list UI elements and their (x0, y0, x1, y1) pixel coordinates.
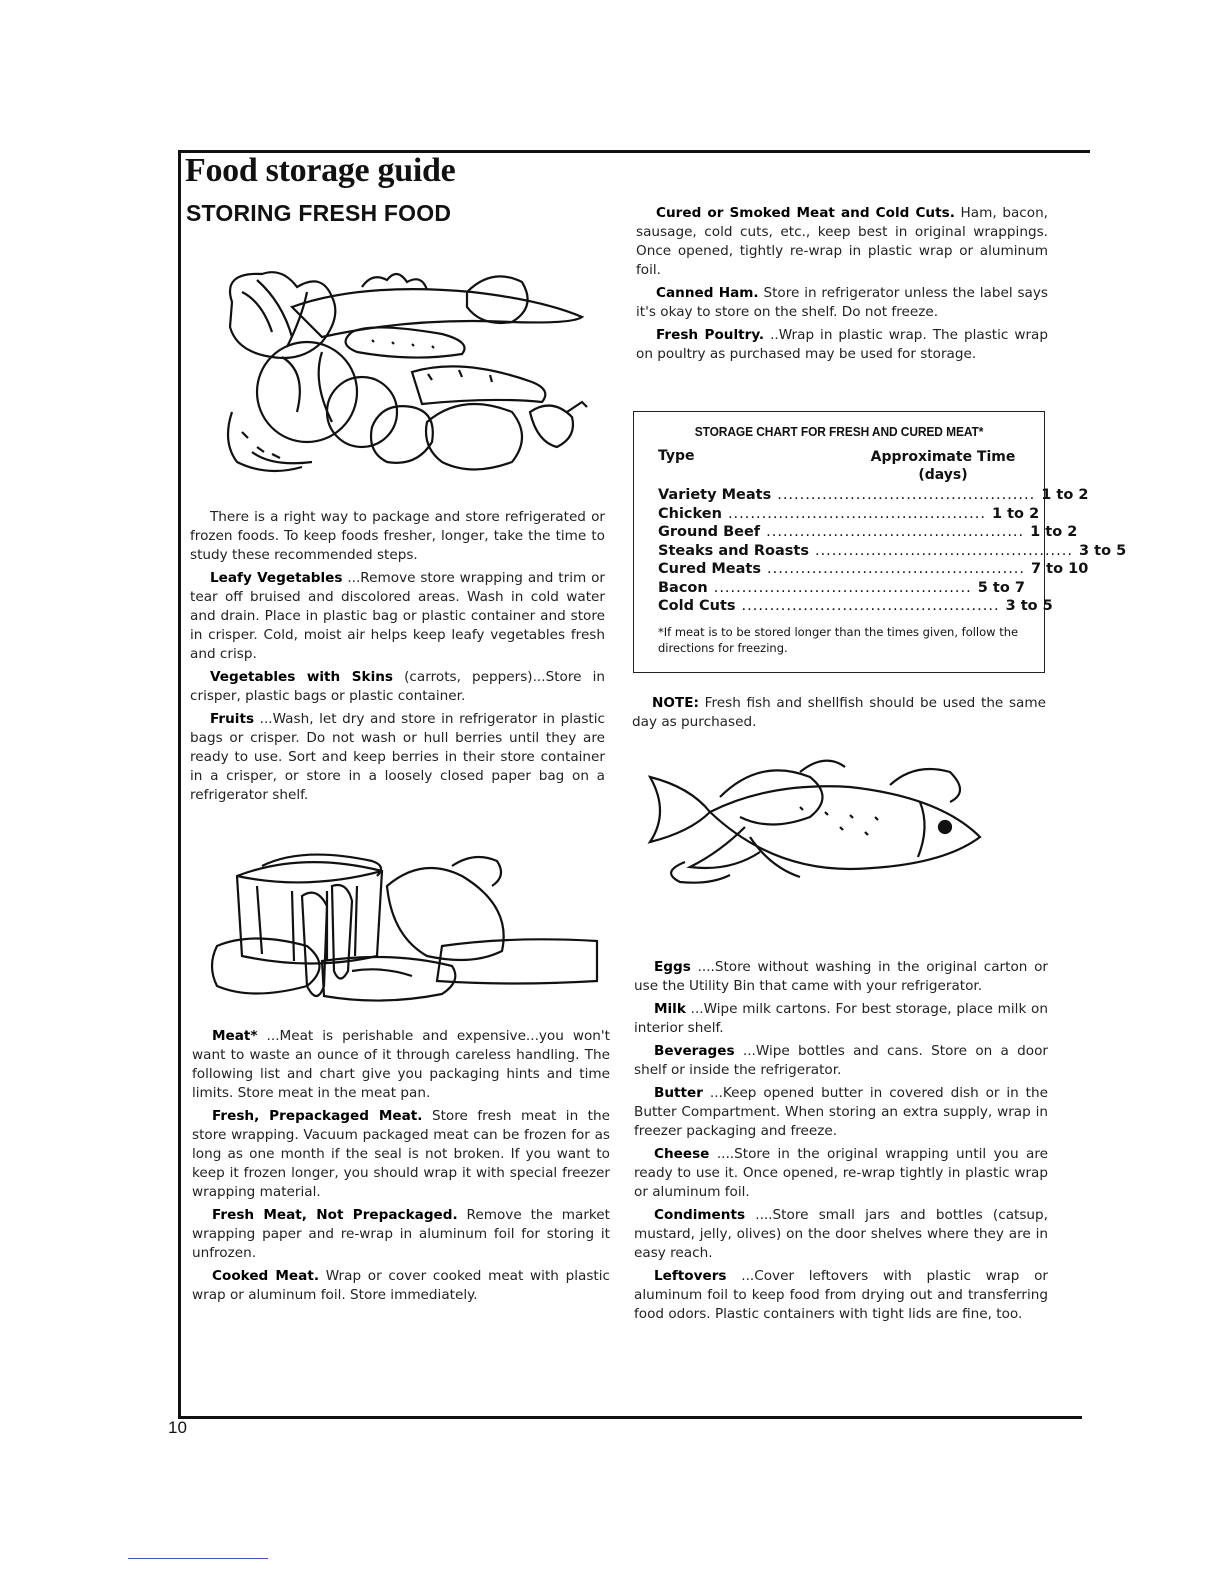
vegetables-skins-label: Vegetables with Skins (210, 669, 394, 685)
fish-illustration (650, 757, 1000, 892)
right-column-dairy (634, 958, 1048, 1328)
chart-header-type: Type (658, 448, 695, 464)
canned-ham-label: Canned Ham. (656, 285, 759, 301)
chart-row (658, 560, 1089, 579)
cheese-text: ....Store in the original wrapping until you are ready to use it. Once opened, re-wrap tightly in plastic wrap or aluminum foil. (634, 1146, 1048, 1200)
cured-meat-text: Ham, bacon, sausage, cold cuts, etc., keep best in original wrappings. Once opened, tightly re-wrap in plastic wrap or aluminum foil. (636, 205, 1048, 278)
chart-row-days: 3 to 5 (1005, 598, 1053, 614)
fresh-poultry-label: Fresh Poultry. (656, 327, 765, 343)
note-paragraph (632, 694, 1046, 732)
chart-row-leader: .............................................. (741, 598, 1000, 614)
condiments-paragraph (634, 1206, 1048, 1263)
fruits-label: Fruits (210, 711, 255, 727)
vegetables-illustration (212, 262, 592, 482)
beverages-paragraph (634, 1042, 1048, 1080)
beverages-text: ...Wipe bottles and cans. Store on a door shelf or inside the refrigerator. (634, 1043, 1049, 1078)
chart-row-leader: .............................................. (727, 505, 986, 522)
leftovers-text: ...Cover leftovers with plastic wrap or aluminum foil to keep food from drying out and transferring food odors. Plastic containers with tight lids are fine, too. (634, 1268, 1048, 1322)
prepackaged-text: Store fresh meat in the store wrapping. Vacuum packaged meat can be frozen for as long as one month if the seal is not broken. If you want to keep it frozen longer, you should wrap it with special freezer wrapping material. (192, 1108, 610, 1200)
page-number: 10 (168, 1418, 187, 1437)
leftovers-label: Leftovers (654, 1268, 727, 1284)
chart-footnote: *If meat is to be stored longer than the times given, follow the directions for freezing. (658, 625, 1019, 655)
chart-row-type: Steaks and Roasts (658, 542, 809, 559)
fresh-poultry-paragraph (636, 326, 1048, 364)
beverages-label: Beverages (654, 1043, 735, 1059)
chart-row (658, 542, 1127, 561)
canned-ham-paragraph (636, 284, 1048, 322)
chart-row-type: Variety Meats (658, 487, 772, 503)
cured-meat-label: Cured or Smoked Meat and Cold Cuts. (656, 205, 955, 221)
butter-paragraph (634, 1084, 1048, 1141)
right-column-cured (636, 204, 1048, 368)
fresh-poultry-text: ..Wrap in plastic wrap. The plastic wrap on poultry as purchased may be used for storage. (636, 327, 1048, 362)
eggs-paragraph (634, 958, 1048, 996)
intro-paragraph: There is a right way to package and store refrigerated or frozen foods. To keep foods fresher, longer, take the time to study these recommended steps. (190, 509, 605, 563)
meat-paragraph (192, 1027, 610, 1103)
vegetables-skins-paragraph (190, 668, 605, 706)
not-prepackaged-paragraph (192, 1206, 610, 1263)
chart-row (658, 486, 1089, 505)
fruits-text: ...Wash, let dry and store in refrigerator in plastic bags or crisper. Do not wash or hull berries until they are ready to use. Sort and keep berries in their store container in a crisper, or store in a loosely closed paper bag on a refrigerator shelf. (190, 711, 606, 803)
section-subtitle: STORING FRESH FOOD (186, 200, 452, 226)
page-title: Food storage guide (185, 152, 456, 189)
storage-chart (633, 411, 1127, 673)
butter-text: ...Keep opened butter in covered dish or in the Butter Compartment. When storing an extra supply, wrap in freezer packaging and freeze. (634, 1085, 1048, 1139)
leafy-vegetables-label: Leafy Vegetables (210, 570, 343, 586)
chart-header-time: Approximate Time (days) (870, 449, 1016, 483)
cooked-meat-text: Wrap or cover cooked meat with plastic wrap or aluminum foil. Store immediately. (192, 1268, 610, 1303)
cured-meat-paragraph (636, 204, 1048, 280)
not-prepackaged-label: Fresh Meat, Not Prepackaged. (212, 1207, 458, 1223)
chart-row-leader: .............................................. (713, 579, 972, 596)
cooked-meat-paragraph (192, 1267, 610, 1305)
left-column-meat (192, 1027, 610, 1309)
chart-row-type: Cold Cuts (658, 598, 736, 614)
cheese-label: Cheese (654, 1146, 710, 1162)
chart-row-leader: .............................................. (777, 487, 1036, 503)
chart-rows (658, 486, 1127, 616)
vegetables-skins-text: (carrots, peppers)...Store in crisper, plastic bags or plastic container. (190, 669, 606, 704)
chart-row-days: 7 to 10 (1031, 561, 1089, 577)
bottom-rule (178, 1416, 1082, 1419)
chart-row-days: 1 to 2 (1030, 524, 1078, 540)
butter-label: Butter (654, 1085, 703, 1101)
chart-row-leader: .............................................. (767, 561, 1026, 577)
meat-illustration (212, 846, 607, 1016)
not-prepackaged-text: Remove the market wrapping paper and re-wrap in aluminum foil for storing it unfrozen. (192, 1207, 611, 1261)
meat-text: ...Meat is perishable and expensive...you won't want to waste an ounce of it through careless handling. The following list and chart give you packaging hints and time limits. Store meat in the meat pan. (192, 1028, 610, 1101)
chart-row (658, 579, 1024, 598)
chart-row-type: Ground Beef (658, 524, 761, 540)
storage-chart-title: STORAGE CHART FOR FRESH AND CURED MEAT* (694, 424, 984, 439)
milk-paragraph (634, 1000, 1048, 1038)
cooked-meat-label: Cooked Meat. (212, 1268, 319, 1284)
prepackaged-label: Fresh, Prepackaged Meat. (212, 1108, 423, 1124)
condiments-label: Condiments (654, 1207, 746, 1223)
chart-row-days: 1 to 2 (991, 505, 1040, 522)
left-rule (178, 150, 181, 1418)
condiments-text: ....Store small jars and bottles (catsup, mustard, jelly, olives) on the door shelves where they are in easy reach. (634, 1207, 1048, 1261)
milk-text: ...Wipe milk cartons. For best storage, place milk on interior shelf. (634, 1001, 1048, 1036)
note-text: Fresh fish and shellfish should be used the same day as purchased. (632, 695, 1046, 730)
milk-label: Milk (654, 1001, 686, 1017)
eggs-text: ....Store without washing in the original carton or use the Utility Bin that came with your refrigerator. (634, 959, 1048, 994)
leafy-vegetables-text: ...Remove store wrapping and trim or tear off bruised and discolored areas. Wash in cold water and drain. Place in plastic bag or plastic container and store in crisper. Cold, moist air helps keep leafy vegetables fresh and crisp. (190, 570, 605, 662)
leafy-vegetables-paragraph (190, 569, 605, 664)
chart-row (658, 597, 1053, 616)
chart-row-days: 3 to 5 (1079, 542, 1127, 559)
canned-ham-text: Store in refrigerator unless the label says it's okay to store on the shelf. Do not freeze. (636, 285, 1048, 320)
chart-row-type: Cured Meats (658, 561, 761, 577)
chart-row (658, 523, 1078, 542)
chart-row-leader: .............................................. (766, 524, 1025, 540)
chart-row-type: Bacon (658, 579, 708, 596)
leftovers-paragraph (634, 1267, 1048, 1324)
meat-label: Meat* (212, 1028, 258, 1044)
chart-row (658, 505, 1040, 524)
right-column-note (632, 694, 1046, 736)
chart-row-type: Chicken (658, 505, 722, 522)
chart-row-leader: .............................................. (814, 542, 1073, 559)
chart-row-days: 5 to 7 (977, 579, 1025, 596)
cheese-paragraph (634, 1145, 1048, 1202)
footer-line (128, 1558, 268, 1559)
eggs-label: Eggs (654, 959, 691, 975)
note-label: NOTE: (652, 695, 699, 711)
fruits-paragraph (190, 710, 605, 805)
prepackaged-paragraph (192, 1107, 610, 1202)
chart-row-days: 1 to 2 (1041, 487, 1089, 503)
left-column-intro (190, 508, 605, 809)
